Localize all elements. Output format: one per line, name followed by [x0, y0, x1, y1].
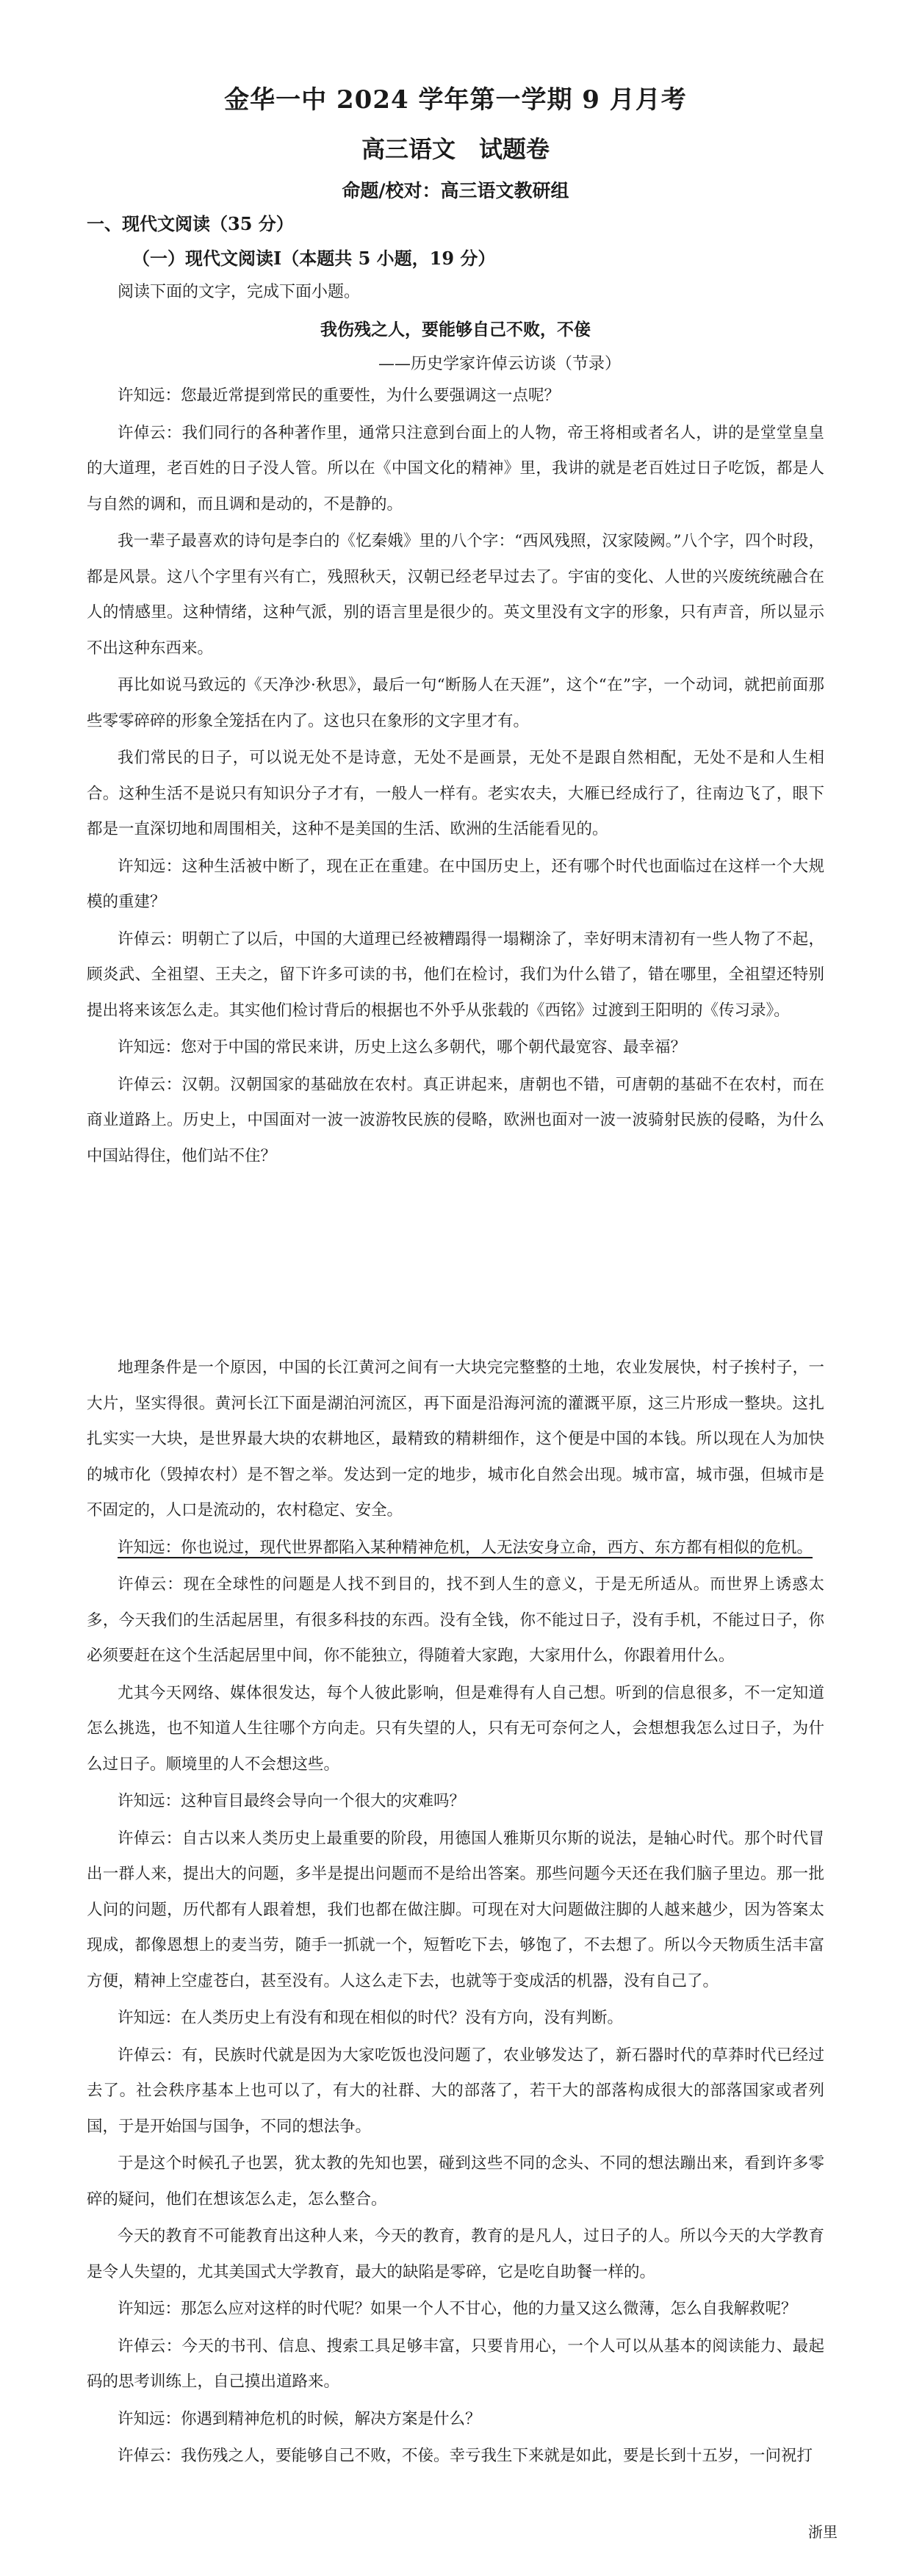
- paragraph: 许倬云：明朝亡了以后，中国的大道理已经被糟蹋得一塌糊涂了，幸好明末清初有一些人物了不起，顾炎武、全祖望、王夫之，留下许多可读的书，他们在检讨，我们为什么错了，错在哪里，全祖望还特别提出将来该怎么走。其实他们检讨背后的根据也不外乎从张载的《西铭》过渡到王阳明的《传习录》。: [87, 929, 824, 1020]
- exam-subtitle: 高三语文 试题卷: [361, 135, 550, 163]
- paragraph: 许倬云：我伤残之人，要能够自己不败，不倿。幸亏我生下来就是如此，要是长到十五岁，一问祝打: [118, 2447, 813, 2465]
- paragraph: 许知远：在人类历史上有没有和现在相似的时代？没有方向，没有判断。: [118, 2009, 624, 2027]
- paragraph: 于是这个时候孔子也罢，犹太教的先知也罢，碰到这些不同的念头、不同的想法蹦出来，看到许多零碎的疑问，他们在想该怎么走，怎么整合。: [87, 2154, 824, 2209]
- article-block-1: [87, 378, 824, 1176]
- article-source: ——历史学家许倬云访谈（节录）: [378, 355, 621, 373]
- paragraph: 今天的教育不可能教育出这种人来，今天的教育，教育的是凡人，过日子的人。所以今天的大学教育是令人失望的，尤其美国式大学教育，最大的缺陷是零碎，它是吃自助餐一样的。: [87, 2227, 824, 2281]
- paragraph: 许知远：这种盲目最终会导向一个很大的灾难吗？: [118, 1792, 466, 1810]
- paragraph: 许倬云：汉朝。汉朝国家的基础放在农村。真正讲起来，唐朝也不错，可唐朝的基础不在农村，而在商业道路上。历史上，中国面对一波一波游牧民族的侵略，欧洲也面对一波一波骑射民族的侵略，为什么中国站得住，他们站不住？: [87, 1075, 824, 1165]
- paragraph: 许知远：您最近常提到常民的重要性，为什么要强调这一点呢？: [118, 386, 561, 405]
- paragraph: 我们常民的日子，可以说无处不是诗意，无处不是画景，无处不是跟自然相配，无处不是和人生相合。这种生活不是说只有知识分子才有，一般人一样有。老实农夫，大雁已经成行了，往南边飞了，眼下都是一直深切地和周围相关，这种不是美国的生活、欧洲的生活能看见的。: [87, 749, 824, 838]
- paragraph: 尤其今天网络、媒体很发达，每个人彼此影响，但是难得有人自己想。听到的信息很多，不一定知道怎么挑选，也不知道人生往哪个方向走。只有失望的人，只有无可奈何之人，会想想我怎么过日子，为什么过日子。顺境里的人不会想这些。: [87, 1683, 824, 1774]
- paragraph: 我一辈子最喜欢的诗句是李白的《忆秦娥》里的八个字：“西风残照，汉家陵阙。”八个字，四个时段，都是风景。这八个字里有兴有亡，残照秋天，汉朝已经老早过去了。宇宙的变化、人世的兴废统统融合在人的情感里。这种情绪，这种气派，别的语言里是很少的。英文里没有文字的形象，只有声音，所以显示不出这种东西来。: [87, 532, 824, 658]
- paragraph: 许倬云：我们同行的各种著作里，通常只注意到台面上的人物，帝王将相或者名人，讲的是堂堂皇皇的大道理，老百姓的日子没人管。所以在《中国文化的精神》里，我讲的就是老百姓过日子吃饭，都是人与自然的调和，而且调和是动的，不是静的。: [87, 423, 824, 514]
- paragraph: 许知远：这种生活被中断了，现在正在重建。在中国历史上，还有哪个时代也面临过在这样一个大规模的重建？: [87, 857, 824, 911]
- exam-title: 金华一中 2024 学年第一学期 9 月月考: [224, 85, 687, 115]
- paragraph: 许倬云：现在全球性的问题是人找不到目的，找不到人生的意义，于是无所适从。而世界上诱惑太多，今天我们的生活起居里，有很多科技的东西。没有全钱，你不能过日子，没有手机，不能过日子，你必须要赶在这个生活起居里中间，你不能独立，得随着大家跑，大家用什么，你跟着用什么。: [87, 1575, 824, 1665]
- paragraph: 许倬云：自古以来人类历史上最重要的阶段，用德国人雅斯贝尔斯的说法，是轴心时代。那个时代冒出一群人来，提出大的问题，多半是提出问题而不是给出答案。那些问题今天还在我们脑子里边。那一批人问的问题，历代都有人跟着想，我们也都在做注脚。可现在对大问题做注脚的人越来越少，因为答案太现成，都像恩想上的麦当劳，随手一抓就一个，短暂吃下去，够饱了，不去想了。所以今天物质生活丰富方便，精神上空虚苍白，甚至没有。人这么走下去，也就等于变成活的机器，没有自己了。: [87, 1829, 824, 1990]
- subsection-heading: （一）现代文阅读Ⅰ（本题共 5 小题，19 分）: [132, 248, 496, 269]
- section-heading: 一、现代文阅读（35 分）: [87, 213, 294, 234]
- article-title: 我伤残之人，要能够自己不败，不倿: [320, 320, 591, 339]
- paragraph: 许知远：您对于中国的常民来讲，历史上这么多朝代，哪个朝代最宽容、最幸福？: [118, 1038, 687, 1057]
- paragraph: 许知远：你遇到精神危机的时候，解决方案是什么？: [118, 2409, 481, 2428]
- article-block-2: [87, 1350, 824, 2476]
- paragraph-underlined: [87, 1530, 824, 1566]
- paragraph: 许倬云：有，民族时代就是因为大家吃饭也没问题了，农业够发达了，新石器时代的草莽时代已经过去了。社会秩序基本上也可以了，有大的社群、大的部落了，若干大的部落构成很大的部落国家或者列国，于是开始国与国争，不同的想法争。: [87, 2046, 824, 2136]
- paragraph: 许知远：那怎么应对这样的时代呢？如果一个人不甘心，他的力量又这么微薄，怎么自我解救呢？: [118, 2300, 797, 2318]
- underlined-text: 许知远：你也说过，现代世界都陷入某种精神危机，人无法安身立命，西方、东方都有相似的危机。: [118, 1538, 813, 1557]
- author-line: 命题/校对：高三语文教研组: [342, 180, 569, 201]
- footer-region-label: 浙里: [808, 2523, 838, 2541]
- paragraph: 许倬云：今天的书刊、信息、搜索工具足够丰富，只要肯用心，一个人可以从基本的阅读能力、最起码的思考训练上，自己摸出道路来。: [87, 2336, 824, 2391]
- paragraph: 再比如说马致远的《天净沙·秋思》，最后一句“断肠人在天涯”，这个“在”字，一个动词，就把前面那些零零碎碎的形象全笼括在内了。这也只在象形的文字里才有。: [87, 676, 824, 730]
- paragraph: 地理条件是一个原因，中国的长江黄河之间有一大块完完整整的土地，农业发展快，村子挨村子，一大片，坚实得很。黄河长江下面是湖泊河流区，再下面是沿海河流的灌溉平原，这三片形成一整块。这扎扎实实一大块，是世界最大块的农耕地区，最精致的精耕细作，这个便是中国的本钱。所以现在人为加快的城市化（毁掉农村）是不智之举。发达到一定的地步，城市化自然会出现。城市富，城市强，但城市是不固定的，人口是流动的，农村稳定、安全。: [87, 1359, 824, 1519]
- reading-instruction: 阅读下面的文字，完成下面小题。: [118, 283, 361, 301]
